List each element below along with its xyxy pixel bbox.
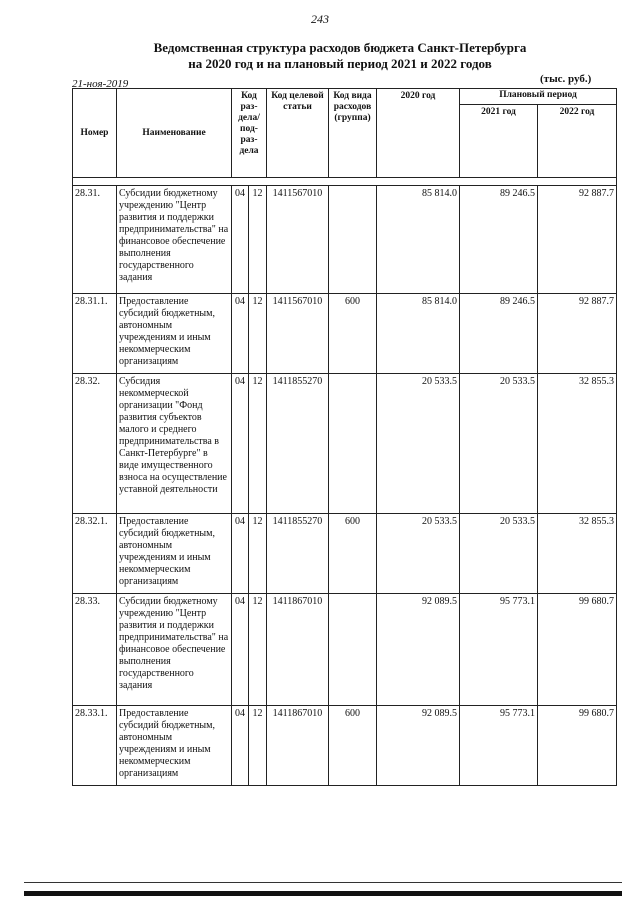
row-expense-type: 600 [329,706,377,786]
row-section: 04 [232,514,249,594]
row-value-2020: 20 533.5 [377,514,460,594]
row-expense-type [329,594,377,706]
row-value-2021: 89 246.5 [460,294,538,374]
row-number: 28.33.1. [73,706,117,786]
table-row [73,706,617,786]
row-value-2020: 92 089.5 [377,594,460,706]
row-value-2022: 32 855.3 [538,514,617,594]
row-expense-type [329,186,377,294]
row-section: 04 [232,594,249,706]
page-number: 243 [311,12,329,26]
row-value-2022: 92 887.7 [538,186,617,294]
row-value-2021: 20 533.5 [460,514,538,594]
header-target: Код целевой статьи [267,89,329,178]
row-number: 28.31.1. [73,294,117,374]
units-label: (тыс. руб.) [540,73,592,85]
row-number: 28.32.1. [73,514,117,594]
row-subsection: 12 [249,294,267,374]
row-subsection: 12 [249,706,267,786]
row-value-2020: 85 814.0 [377,186,460,294]
row-target-code: 1411867010 [267,594,329,706]
header-number: Номер [73,89,117,178]
table-row [73,294,617,374]
row-expense-type: 600 [329,514,377,594]
footer-bar [24,891,622,896]
header-section: Код раз-дела/ под-раз-дела [232,89,267,178]
row-value-2022: 32 855.3 [538,374,617,514]
row-value-2021: 20 533.5 [460,374,538,514]
row-name: Предоставление субсидий бюджетным, автономным учреждениям и иным некоммерческим организациям [117,294,232,374]
table-row [73,514,617,594]
header-type: Код вида расходов (группа) [329,89,377,178]
row-value-2022: 92 887.7 [538,294,617,374]
header-name: Наименование [117,89,232,178]
row-target-code: 1411867010 [267,706,329,786]
row-section: 04 [232,374,249,514]
header-2021: 2021 год [460,105,538,178]
row-target-code: 1411567010 [267,186,329,294]
document-title [120,40,560,72]
row-value-2020: 20 533.5 [377,374,460,514]
row-target-code: 1411855270 [267,514,329,594]
header-2020: 2020 год [377,89,460,178]
table-row [73,594,617,706]
row-number: 28.31. [73,186,117,294]
row-value-2020: 85 814.0 [377,294,460,374]
row-expense-type [329,374,377,514]
footer-divider [24,882,622,883]
row-subsection: 12 [249,514,267,594]
row-value-2020: 92 089.5 [377,706,460,786]
row-number: 28.32. [73,374,117,514]
row-subsection: 12 [249,186,267,294]
row-value-2022: 99 680.7 [538,594,617,706]
header-plan-period: Плановый период [460,89,617,105]
row-name: Субсидия некоммерческой организации "Фонд развития субъектов малого и среднего предпринимательства в Санкт-Петербурге" в виде имущественного взноса на осуществление уставной деятельности [117,374,232,514]
row-section: 04 [232,706,249,786]
row-target-code: 1411567010 [267,294,329,374]
row-target-code: 1411855270 [267,374,329,514]
row-name: Предоставление субсидий бюджетным, автономным учреждениям и иным некоммерческим организациям [117,706,232,786]
header-row [73,89,617,105]
row-section: 04 [232,294,249,374]
row-name: Предоставление субсидий бюджетным, автономным учреждениям и иным некоммерческим организациям [117,514,232,594]
row-section: 04 [232,186,249,294]
row-value-2022: 99 680.7 [538,706,617,786]
table-row [73,374,617,514]
row-expense-type: 600 [329,294,377,374]
title-line-1: Ведомственная структура расходов бюджета Санкт-Петербурга [153,40,527,55]
table-row [73,186,617,294]
header-2022: 2022 год [538,105,617,178]
row-number: 28.33. [73,594,117,706]
row-subsection: 12 [249,374,267,514]
row-name: Субсидии бюджетному учреждению "Центр развития и поддержки предпринимательства" на финансовое обеспечение выполнения государственного задания [117,594,232,706]
row-value-2021: 95 773.1 [460,594,538,706]
title-line-2: на 2020 год и на плановый период 2021 и 2022 годов [188,56,492,71]
budget-table [72,88,617,786]
row-value-2021: 89 246.5 [460,186,538,294]
row-name: Субсидии бюджетному учреждению "Центр развития и поддержки предпринимательства" на финансовое обеспечение выполнения государственного задания [117,186,232,294]
row-value-2021: 95 773.1 [460,706,538,786]
document-date: 21-ноя-2019 [72,78,129,90]
row-subsection: 12 [249,594,267,706]
